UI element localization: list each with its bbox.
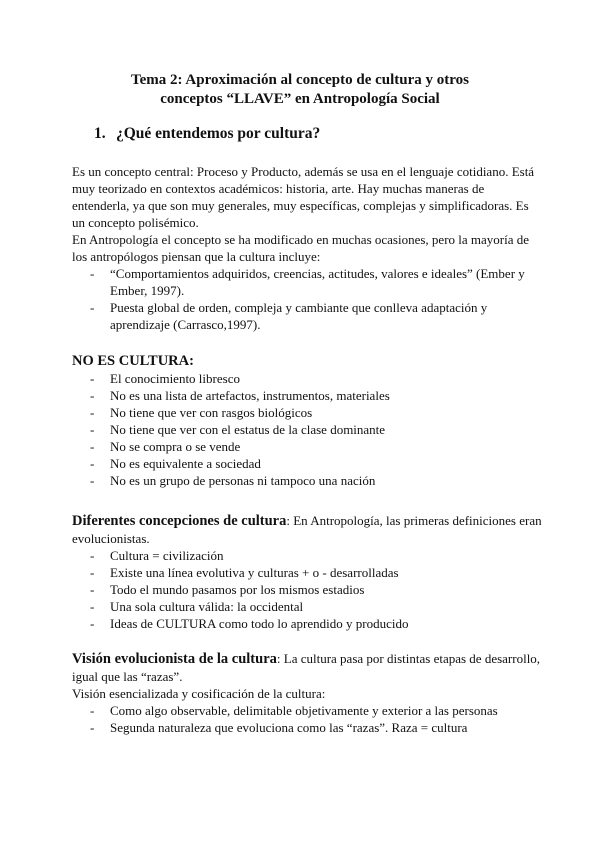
vision-text: : La cultura pasa por distintas etapas de desarrollo, igual que las “razas”.: [72, 651, 541, 684]
section-1-title: ¿Qué entendemos por cultura?: [116, 125, 321, 142]
list-item: - No tiene que ver con rasgos biológicos: [72, 404, 542, 421]
no-es-cultura-block: [72, 353, 542, 489]
list-item: - “Comportamientos adquiridos, creencias, actitudes, valores e ideales” (Ember y Ember, 1997).: [72, 265, 542, 299]
list-item: - Ideas de CULTURA como todo lo aprendido y producido: [72, 615, 542, 632]
concepciones-block: [72, 512, 542, 632]
no-es-cultura-heading: NO ES CULTURA:: [72, 353, 194, 369]
title-line-1: Tema 2: Aproximación al concepto de cultura y otros: [130, 72, 470, 88]
list-item: - El conocimiento libresco: [72, 370, 542, 387]
concepciones-intro: [72, 512, 542, 547]
no-es-cultura-list: [72, 370, 542, 489]
concepciones-heading: Diferentes concepciones de cultura: [72, 513, 287, 529]
list-item: - No es un grupo de personas ni tampoco una nación: [72, 472, 542, 489]
vision-block: [72, 650, 542, 736]
list-item: - Cultura = civilización: [72, 547, 542, 564]
intro-block: [72, 163, 542, 333]
concepciones-list: [72, 547, 542, 632]
vision-paragraph: Visión esencializada y cosificación de la cultura:: [72, 686, 326, 701]
vision-list: [72, 702, 542, 736]
concepciones-text: : En Antropología, las primeras definiciones eran evolucionistas.: [72, 513, 542, 546]
list-item: - Puesta global de orden, compleja y cambiante que conlleva adaptación y aprendizaje (Carrasco,1997).: [72, 299, 542, 333]
list-item: - Una sola cultura válida: la occidental: [72, 598, 542, 615]
vision-heading: Visión evolucionista de la cultura: [72, 651, 277, 667]
list-item: - Existe una línea evolutiva y culturas + o - desarrolladas: [72, 564, 542, 581]
vision-intro: [72, 650, 542, 685]
section-1-heading: [94, 125, 320, 143]
list-item: - Como algo observable, delimitable objetivamente y exterior a las personas: [72, 702, 542, 719]
list-item: - Todo el mundo pasamos por los mismos estadios: [72, 581, 542, 598]
title-line-2: conceptos “LLAVE” en Antropología Social: [160, 91, 440, 107]
list-item: - No se compra o se vende: [72, 438, 542, 455]
intro-list: [72, 265, 542, 333]
list-item: - Segunda naturaleza que evoluciona como las “razas”. Raza = cultura: [72, 719, 542, 736]
intro-paragraph-1: Es un concepto central: Proceso y Producto, además se usa en el lenguaje cotidiano. Está muy teorizado en contextos académicos: historia, arte. Hay muchas maneras de entenderla, ya que son muy generales, muy específicas, complejas y simplificadoras. Es un concepto polisémico.: [72, 164, 535, 230]
document-title: [60, 71, 540, 109]
list-item: - No es una lista de artefactos, instrumentos, materiales: [72, 387, 542, 404]
section-1-number: 1.: [94, 125, 106, 142]
list-item: - No tiene que ver con el estatus de la clase dominante: [72, 421, 542, 438]
list-item: - No es equivalente a sociedad: [72, 455, 542, 472]
intro-paragraph-2: En Antropología el concepto se ha modificado en muchas ocasiones, pero la mayoría de los antropólogos piensan que la cultura incluye:: [72, 232, 530, 264]
